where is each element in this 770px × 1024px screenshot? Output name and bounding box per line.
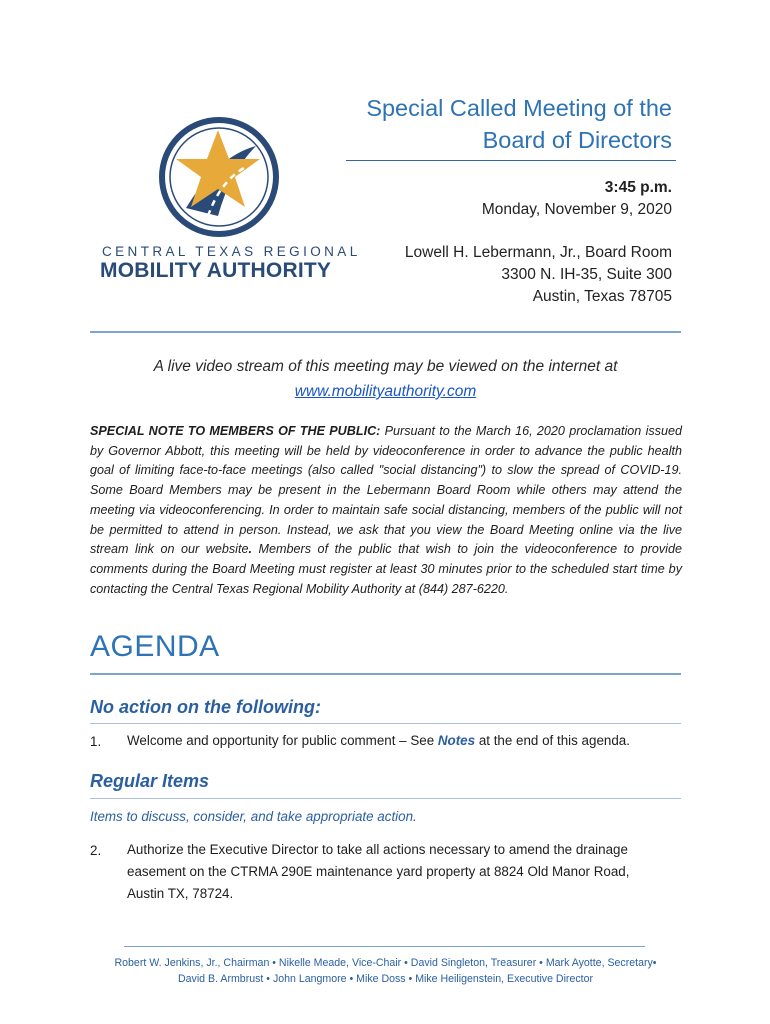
meeting-title-line2: Board of Directors	[482, 127, 672, 153]
ctrma-logo-emblem	[158, 116, 280, 238]
section-heading-regular-items: Regular Items	[90, 771, 210, 791]
section-heading-no-action: No action on the following:	[90, 697, 321, 717]
meeting-time: 3:45 p.m.	[604, 179, 672, 196]
footer-line2: David B. Armbrust • John Langmore • Mike Doss • Mike Heiligenstein, Executive Director	[177, 973, 594, 985]
header-divider	[346, 160, 676, 161]
agenda-title: AGENDA	[90, 630, 220, 663]
meeting-address2: Austin, Texas 78705	[532, 288, 672, 305]
meeting-title-line1: Special Called Meeting of the	[366, 95, 672, 121]
agenda-item-2-line3: Austin TX, 78724.	[127, 886, 234, 901]
special-note: SPECIAL NOTE TO MEMBERS OF THE PUBLIC: Pursuant to the March 16, 2020 proclamation issued by Governor Abbott, this meeting will be held by videoconference in order to advance the public health goal of limiting face-to-face meetings (also called "social distancing") to slow the spread of COVID-19. Some Board Members may be present in the Lebermann Board Room while others may attend the meeting via videoconferencing. In order to maintain safe social distancing, members of the public will not be permitted to attend in person. Instead, we ask that you view the Board Meeting online via the live stream link on our website. Members of the public that wish to join the videoconference to provide comments during the Board Meeting must register at least 30 minutes prior to the scheduled start time by contacting the Central Texas Regional Mobility Authority at (844) 287-6220.	[90, 424, 682, 596]
agenda-item-2-line1: Authorize the Executive Director to take all actions necessary to amend the drainage	[127, 842, 628, 857]
special-note-body1: Pursuant to the March 16, 2020 proclamation issued by Governor Abbott, this meeting will be held by videoconference in order to advance the public health goal of limiting face-to-face meetings (also called "social distancing") to slow the spread of COVID-19. Some Board Members may be present in the Lebermann Board Room while others may attend the meeting via videoconferencing. In order to maintain safe social distancing, members of the public will not be permitted to attend in person. Instead, we ask that you view the Board Meeting online via the live stream link on our website	[90, 424, 682, 557]
livestream-link[interactable]: www.mobilityauthority.com	[294, 383, 477, 400]
footer-divider	[124, 946, 645, 947]
logo-line1: CENTRAL TEXAS REGIONAL	[102, 244, 361, 259]
section-rule	[90, 798, 681, 799]
agenda-divider	[90, 673, 681, 675]
agenda-item-1: Welcome and opportunity for public comment – See Notes at the end of this agenda.	[127, 733, 630, 748]
livestream-text: A live video stream of this meeting may be viewed on the internet at	[153, 358, 618, 375]
meeting-date: Monday, November 9, 2020	[481, 201, 672, 218]
special-note-lead: SPECIAL NOTE TO MEMBERS OF THE PUBLIC:	[90, 424, 381, 438]
section-divider	[90, 331, 681, 333]
special-note-body2: Members of the public that wish to join the videoconference to provide comments during the Board Meeting must register at least 30 minutes prior to the scheduled start time by contacting the Central Texas Regional Mobility Authority at (844) 287-6220.	[90, 542, 682, 596]
notes-link[interactable]: Notes	[437, 733, 476, 748]
agenda-item-2-line2: easement on the CTRMA 290E maintenance yard property at 8824 Old Manor Road,	[127, 864, 630, 879]
item-number: 1.	[90, 734, 102, 749]
meeting-room: Lowell H. Lebermann, Jr., Board Room	[404, 244, 672, 261]
section-subheading: Items to discuss, consider, and take appropriate action.	[90, 809, 417, 824]
footer-line1: Robert W. Jenkins, Jr., Chairman • Nikelle Meade, Vice-Chair • David Singleton, Treasurer • Mark Ayotte, Secretary•	[114, 957, 657, 969]
meeting-address1: 3300 N. IH-35, Suite 300	[501, 266, 672, 283]
section-rule	[90, 723, 681, 724]
logo-line2: MOBILITY AUTHORITY	[100, 259, 332, 282]
item-number: 2.	[90, 843, 102, 858]
